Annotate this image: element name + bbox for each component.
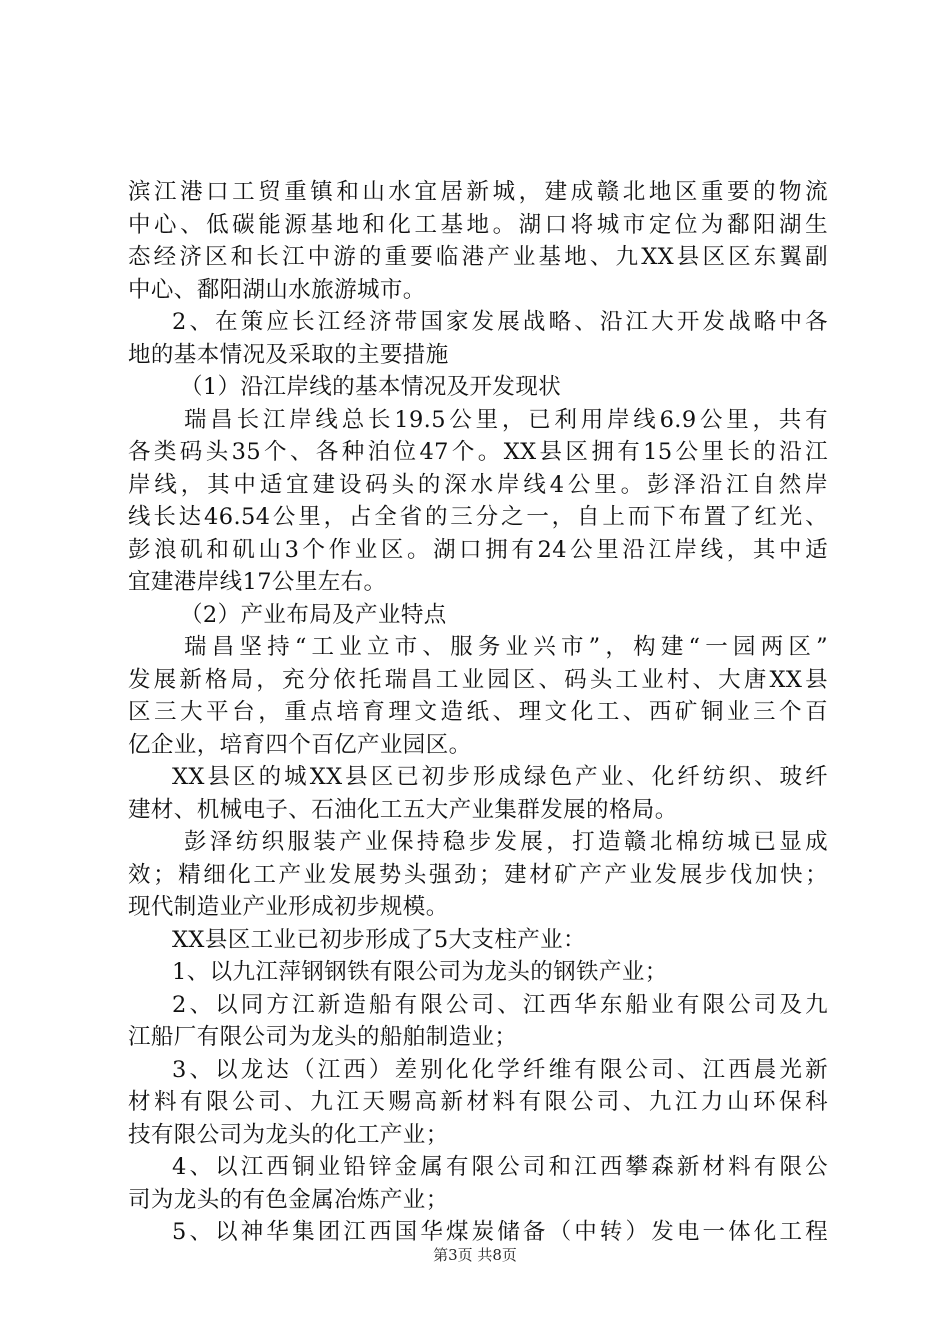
text-line: 区三大平台，重点培育理文造纸、理文化工、西矿铜业三个百 (128, 699, 828, 725)
text-line: 地的基本情况及采取的主要措施 (128, 341, 449, 368)
text-line: 瑞昌长江岸线总长19.5公里，已利用岸线6.9公里，共有 (184, 406, 828, 433)
text-line: 现代制造业产业形成初步规模。 (128, 894, 449, 920)
text-line: 滨江港口工贸重镇和山水宜居新城，建成赣北地区重要的物流 (128, 179, 828, 205)
text-line: 技有限公司为龙头的化工产业； (128, 1121, 449, 1148)
text-line: XX县区工业已初步形成了5大支柱产业： (172, 926, 586, 953)
section-heading: （2）产业布局及产业特点 (180, 601, 447, 628)
text-line: 亿企业，培育四个百亿产业园区。 (128, 731, 472, 758)
list-item: 3、以龙达（江西）差别化化学纤维有限公司、江西晨光新 (172, 1056, 828, 1083)
list-item: 5、以神华集团江西国华煤炭储备（中转）发电一体化工程 (172, 1219, 828, 1245)
list-item: 2、以同方江新造船有限公司、江西华东船业有限公司及九 (172, 991, 828, 1018)
text-line: 线长达46.54公里，占全省的三分之一，自上而下布置了红光、 (128, 504, 828, 530)
document-body (128, 176, 828, 1249)
text-line: 各类码头35个、各种泊位47个。XX县区拥有15公里长的沿江 (128, 439, 828, 465)
text-line: 2、在策应长江经济带国家发展战略、沿江大开发战略中各 (172, 309, 828, 335)
text-line: 发展新格局，充分依托瑞昌工业园区、码头工业村、大唐XX县 (128, 666, 828, 693)
text-line: 建材、机械电子、石油化工五大产业集群发展的格局。 (128, 796, 678, 823)
text-line: 司为龙头的有色金属冶炼产业； (128, 1186, 449, 1213)
text-line: 效；精细化工产业发展势头强劲；建材矿产产业发展步伐加快； (128, 861, 828, 888)
page-number-footer: 第3页 共8页 (433, 1246, 517, 1264)
text-line: 材料有限公司、九江天赐高新材料有限公司、九江力山环保科 (128, 1089, 828, 1115)
text-line: 中心、鄱阳湖山水旅游城市。 (128, 276, 426, 303)
text-line: 宜建港岸线17公里左右。 (128, 569, 387, 595)
text-line: XX县区的城XX县区已初步形成绿色产业、化纤纺织、玻纤 (172, 764, 828, 790)
text-line: 态经济区和长江中游的重要临港产业基地、九XX县区区东翼副 (128, 244, 828, 270)
list-item: 1、以九江萍钢钢铁有限公司为龙头的钢铁产业； (172, 959, 668, 985)
text-line: 瑞昌坚持“工业立市、服务业兴市”，构建“一园两区” (184, 634, 828, 660)
text-line: 中心、低碳能源基地和化工基地。湖口将城市定位为鄱阳湖生 (128, 211, 828, 238)
section-heading: （1）沿江岸线的基本情况及开发现状 (180, 374, 562, 400)
text-line: 岸线，其中适宜建设码头的深水岸线4公里。彭泽沿江自然岸 (128, 471, 828, 498)
text-line: 江船厂有限公司为龙头的船舶制造业； (128, 1024, 518, 1050)
text-line: 彭泽纺织服装产业保持稳步发展，打造赣北棉纺城已显成 (184, 829, 828, 855)
text-line: 彭浪矶和矶山3个作业区。湖口拥有24公里沿江岸线，其中适 (128, 536, 828, 563)
list-item: 4、以江西铜业铅锌金属有限公司和江西攀森新材料有限公 (172, 1154, 828, 1180)
